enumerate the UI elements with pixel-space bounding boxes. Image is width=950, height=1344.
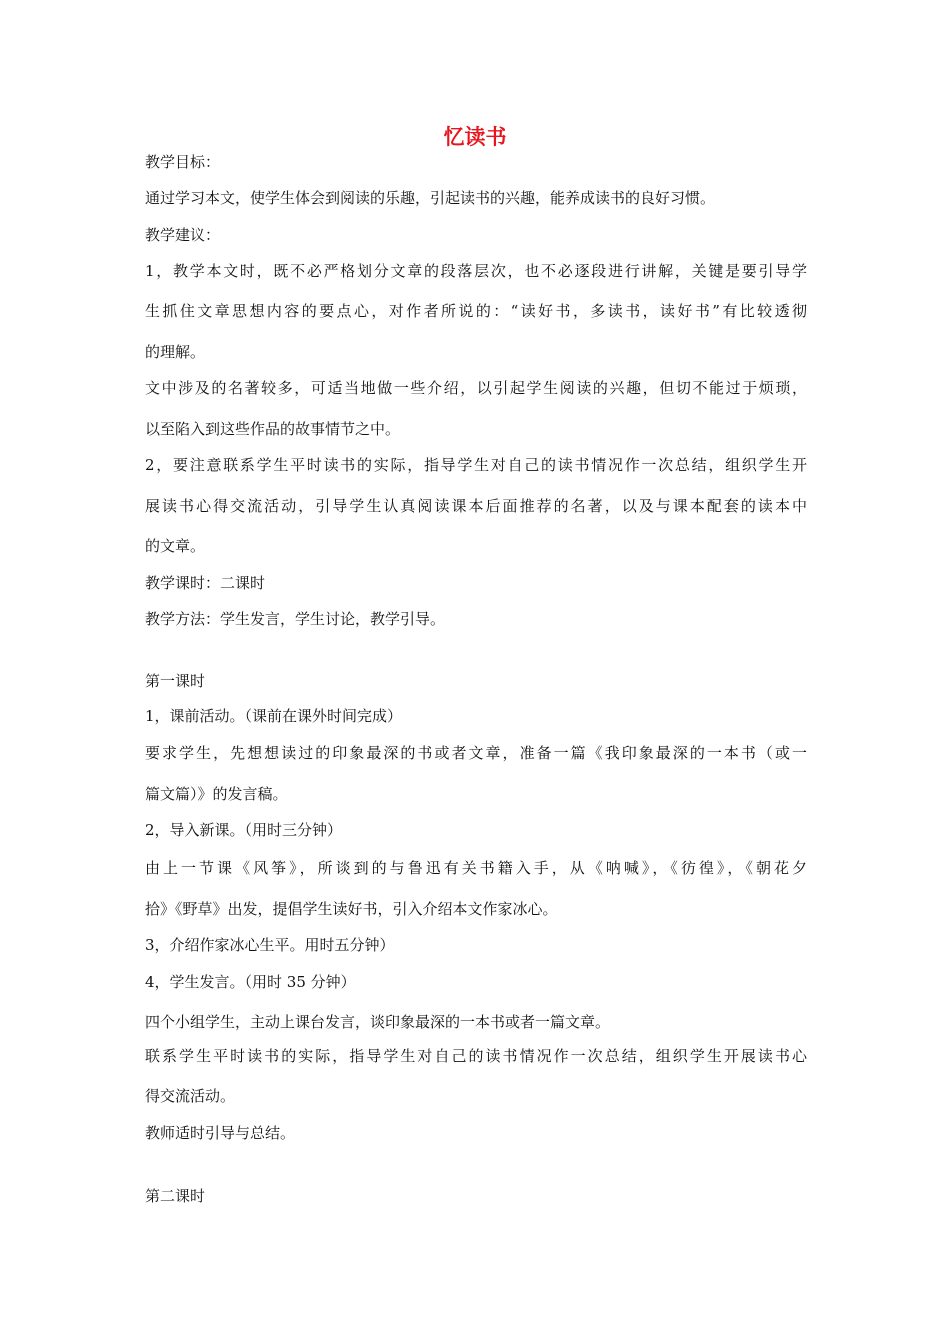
- heading-suggestions: 教学建议：: [145, 226, 221, 244]
- paragraph-line: 以至陷入到这些作品的故事情节之中。: [145, 420, 401, 438]
- paragraph-line: 生抓住文章思想内容的要点心，对作者所说的：“读好书，多读书，读好书”有比较透彻: [145, 302, 807, 320]
- lesson-hours: 教学课时：二课时: [145, 574, 266, 592]
- paragraph-line: 展读书心得交流活动，引导学生认真阅读课本后面推荐的名著，以及与课本配套的读本中: [145, 497, 807, 515]
- heading-first-lesson: 第一课时: [145, 672, 206, 690]
- paragraph-line: 篇文篇）》的发言稿。: [145, 785, 288, 803]
- step-item: 2，导入新课。（用时三分钟）: [145, 821, 343, 839]
- heading-objectives: 教学目标：: [145, 153, 221, 171]
- step-item: 3，介绍作家冰心生平。用时五分钟）: [145, 936, 395, 954]
- paragraph-line: 的理解。: [145, 343, 206, 361]
- paragraph-line: 拾》《野草》出发，提倡学生读好书，引入介绍本文作家冰心。: [145, 900, 558, 918]
- document-title: 忆读书: [443, 125, 507, 149]
- paragraph-line: 1，教学本文时，既不必严格划分文章的段落层次，也不必逐段进行讲解，关键是要引导学: [145, 262, 807, 280]
- step-item: 4，学生发言。（用时 35 分钟）: [145, 973, 356, 991]
- paragraph-line: 2，要注意联系学生平时读书的实际，指导学生对自己的读书情况作一次总结，组织学生开: [145, 456, 807, 474]
- paragraph-line: 教师适时引导与总结。: [145, 1124, 296, 1142]
- paragraph-line: 要求学生，先想想读过的印象最深的书或者文章，准备一篇《我印象最深的一本书（或一: [145, 744, 807, 762]
- heading-second-lesson: 第二课时: [145, 1187, 206, 1205]
- paragraph-line: 得交流活动。: [145, 1087, 236, 1105]
- step-item: 1，课前活动。（课前在课外时间完成）: [145, 707, 403, 725]
- paragraph-line: 通过学习本文，使学生体会到阅读的乐趣，引起读书的兴趣，能养成读书的良好习惯。: [145, 189, 716, 207]
- paragraph-line: 文中涉及的名著较多，可适当地做一些介绍，以引起学生阅读的兴趣，但切不能过于烦琐，: [145, 379, 807, 397]
- paragraph-line: 四个小组学生，主动上课台发言，谈印象最深的一本书或者一篇文章。: [145, 1013, 611, 1031]
- teaching-methods: 教学方法：学生发言，学生讨论，教学引导。: [145, 610, 446, 628]
- paragraph-line: 由上一节课《风筝》，所谈到的与鲁迅有关书籍入手，从《呐喊》，《彷徨》，《朝花夕: [145, 859, 807, 877]
- paragraph-line: 联系学生平时读书的实际，指导学生对自己的读书情况作一次总结，组织学生开展读书心: [145, 1047, 807, 1065]
- paragraph-line: 的文章。: [145, 537, 206, 555]
